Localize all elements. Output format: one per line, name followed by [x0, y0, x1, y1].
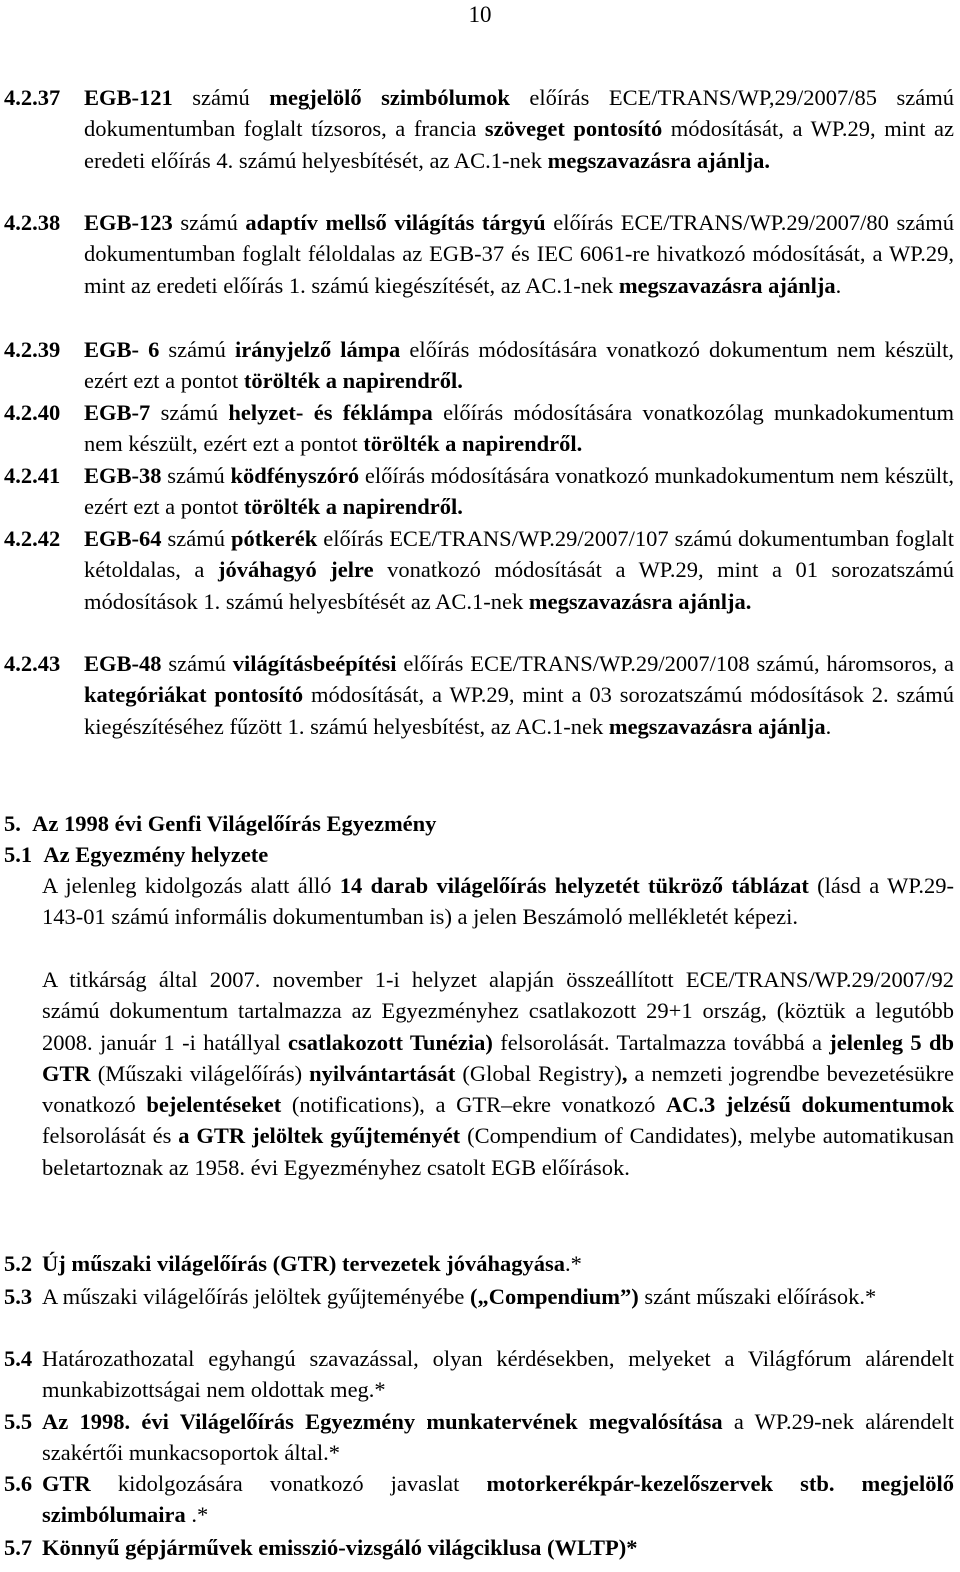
- bold-run: jelenleg 5 db GTR: [42, 1029, 954, 1086]
- bold-run: helyzet- és féklámpa: [228, 400, 433, 425]
- bold-run: EGB-38: [84, 463, 162, 488]
- section-5-1-paragraph-1: [42, 870, 954, 933]
- bold-run: kumentumok: [825, 1092, 955, 1118]
- bold-run: csatlakozott Tunézia): [288, 1029, 493, 1055]
- item-number: 5.3: [4, 1284, 33, 1309]
- item-4-2-43: [0, 648, 960, 742]
- item-5-2: [0, 1248, 960, 1279]
- bold-run: motorkerékpár-kezelőszervek stb. megjelölő szimbólumaira: [42, 1471, 954, 1528]
- bold-run: törölték a napirendről.: [243, 368, 463, 394]
- bold-run: a GTR jelöltek gyűjteményét: [178, 1123, 461, 1149]
- item-number: 4.2.38: [4, 210, 61, 235]
- bold-run: nyilvántartását: [309, 1060, 456, 1086]
- bold-run: EGB-48: [84, 651, 162, 676]
- item-text: EGB-7 számú helyzet- és féklámpa előírás módosítására vonatkozólag munkadokumentum nem készült, ezért ezt a pontot törölték a napirendről.: [84, 400, 955, 457]
- bold-run: kategóriákat pontosító: [84, 682, 304, 708]
- page-number: 10: [468, 2, 492, 27]
- item-number: 5.7: [4, 1535, 33, 1560]
- item-text: Az 1998. évi Világelőírás Egyezmény munkatervének megvalósítása a WP.29-nek alárendelt szakértői munkacsoportok által.*: [42, 1409, 954, 1466]
- item-text: EGB-38 számú ködfényszóró előírás módosítására vonatkozó munkadokumentum nem készült, ezért ezt a pontot törölték a napirendről.: [84, 463, 954, 520]
- item-number: 5.5: [4, 1409, 33, 1434]
- item-5-4: [0, 1343, 960, 1406]
- item-5-7: [0, 1532, 960, 1563]
- item-5-6: [0, 1468, 960, 1531]
- item-number: 5.6: [4, 1471, 33, 1496]
- section-5-1-heading: 5.1 Az Egyezmény helyzete: [4, 842, 269, 867]
- item-number: 4.2.39: [4, 337, 61, 362]
- bold-run: GTR: [42, 1471, 91, 1496]
- item-number: 4.2.37: [4, 85, 61, 110]
- item-number: 5.2: [4, 1251, 33, 1276]
- bold-run: jóváhagyó jelre: [217, 557, 374, 583]
- item-text: EGB- 6 számú irányjelző lámpa előírás módosítására vonatkozó dokumentum nem készült, ezért ezt a pontot törölték a napirendről.: [84, 337, 954, 394]
- paragraph-text: A titkárság által 2007. november 1-i helyzet alapján összeállított ECE/TRANS/WP.29/2007/92 számú dokumentum tartalmazza az Egyezményhez csatlakozott 29+1 ország, (köztük a legutóbb 2008. január 1 -i hatállyal csatlakozott Tunézia) felsorolását. Tartalmazza továbbá a jelenleg 5 db GTR (Műszaki világelőírás) nyilvántartását (Global Registry), a nemzeti jogrendbe bevezetésükre vonatkozó bejelentéseket (notifications), a GTR–ekre vonatkozó AC.3 jelzésű dokumentumok felsorolását és a GTR jelöltek gyűjteményét (Compendium of Candidates), melybe automatikusan beletartoznak az 1958. évi Egyezményhez csatolt EGB előírások.: [42, 967, 955, 1180]
- paragraph-text: A jelenleg kidolgozás alatt álló 14 darab világelőírás helyzetét tükröző táblázat (lásd a WP.29-143-01 számú informális dokumentumban is) a jelen Beszámoló mellékletét képezi.: [42, 873, 954, 930]
- bold-run: megszavazásra ajánlja.: [528, 588, 752, 614]
- bold-run: Új műszaki világelőírás (GTR) tervezetek jóváhagyása: [42, 1251, 566, 1276]
- item-number: 5.4: [4, 1346, 33, 1371]
- item-number: 4.2.41: [4, 463, 61, 488]
- item-text: EGB-48 számú világításbeépítési előírás ECE/TRANS/WP.29/2007/108 számú, háromsoros, a kategóriákat pontosító módosítását, a WP.29, mint a 03 sorozatszámú módosítások 2. számú kiegészítéséhez fűzött 1. számú helyesbítést, az AC.1-nek megszavazásra ajánlja.: [84, 651, 954, 739]
- bold-run: EGB-7: [84, 400, 151, 425]
- item-number: 4.2.42: [4, 526, 61, 551]
- bold-run: törölték a napirendről.: [243, 494, 463, 520]
- bold-run: irányjelző lámpa: [234, 337, 401, 362]
- bold-run: adaptív mellső világítás tárgyú: [245, 210, 546, 235]
- item-5-3: [0, 1281, 960, 1312]
- section-5-heading: 5. Az 1998 évi Genfi Világelőírás Egyezmény: [4, 811, 437, 836]
- bold-run: Könnyű gépjárművek emisszió-vizsgáló világciklusa (WLTP)*: [42, 1535, 638, 1560]
- item-4-2-40: [0, 397, 960, 460]
- bold-run: EGB-64: [84, 526, 162, 551]
- item-5-5: [0, 1406, 960, 1469]
- item-4-2-41: [0, 460, 960, 523]
- bold-run: EGB- 6: [84, 337, 160, 362]
- bold-run: EGB-123: [84, 210, 173, 235]
- item-text: A műszaki világelőírás jelöltek gyűjteményébe („Compendium”) szánt műszaki előírások.*: [42, 1284, 877, 1309]
- bold-run: megszavazásra ajánlja: [608, 713, 826, 739]
- item-text: Új műszaki világelőírás (GTR) tervezetek jóváhagyása.*: [42, 1251, 582, 1276]
- item-number: 4.2.40: [4, 400, 61, 425]
- item-4-2-38: [0, 207, 960, 301]
- bold-run: pótkerék: [230, 526, 318, 551]
- item-text: EGB-64 számú pótkerék előírás ECE/TRANS/WP.29/2007/107 számú dokumentumban foglalt kétoldalas, a jóváhagyó jelre vonatkozó módosítását a WP.29, mint a 01 sorozatszámú módosítások 1. számú helyesbítését az AC.1-nek megszavazásra ajánlja.: [84, 526, 954, 614]
- bold-run: megszavazásra ajánlja.: [547, 147, 771, 173]
- bold-run: Az 1998. évi Világelőírás Egyezmény munkatervének megvalósítása: [42, 1409, 723, 1434]
- bold-run: AC.3 jelzésű do: [665, 1092, 826, 1118]
- item-4-2-39: [0, 334, 960, 397]
- section-5-1-paragraph-2: [42, 964, 954, 1183]
- item-text: GTR kidolgozására vonatkozó javaslat motorkerékpár-kezelőszervek stb. megjelölő szimbólumaira .*: [42, 1471, 954, 1528]
- item-text: EGB-121 számú megjelölő szimbólumok előírás ECE/TRANS/WP,29/2007/85 számú dokumentumban foglalt tízsoros, a francia szöveget pontosító módosítását, a WP.29, mint az eredeti előírás 4. számú helyesbítését, az AC.1-nek megszavazásra ajánlja.: [84, 85, 955, 173]
- bold-run: megszavazásra ajánlja: [618, 272, 836, 298]
- bold-run: megjelölő szimbólumok: [269, 85, 510, 110]
- bold-run: („Compendium”): [470, 1284, 639, 1309]
- bold-run: ködfényszóró: [230, 463, 360, 488]
- bold-run: szöveget pontosító: [484, 116, 663, 142]
- bold-run: világításbeépítési: [232, 651, 397, 676]
- bold-run: bejelentéseket: [146, 1092, 282, 1118]
- item-4-2-37: [0, 82, 960, 176]
- item-4-2-42: [0, 523, 960, 617]
- bold-run: 14 darab világelőírás helyzetét tükröző táblázat: [339, 873, 809, 898]
- item-text: Határozathozatal egyhangú szavazással, olyan kérdésekben, melyeket a Világfórum alárendelt munkabizottságai nem oldottak meg.*: [42, 1346, 954, 1403]
- item-text: [42, 1532, 954, 1563]
- item-text: EGB-123 számú adaptív mellső világítás tárgyú előírás ECE/TRANS/WP.29/2007/80 számú dokumentumban foglalt féloldalas az EGB-37 és IEC 6061-re hivatkozó módosítását, a WP.29, mint az eredeti előírás 1. számú kiegészítését, az AC.1-nek megszavazásra ajánlja.: [84, 210, 954, 298]
- bold-run: törölték a napirendről.: [363, 431, 583, 457]
- bold-run: ,: [621, 1060, 628, 1086]
- bold-run: EGB-121: [84, 85, 173, 110]
- item-number: 4.2.43: [4, 651, 61, 676]
